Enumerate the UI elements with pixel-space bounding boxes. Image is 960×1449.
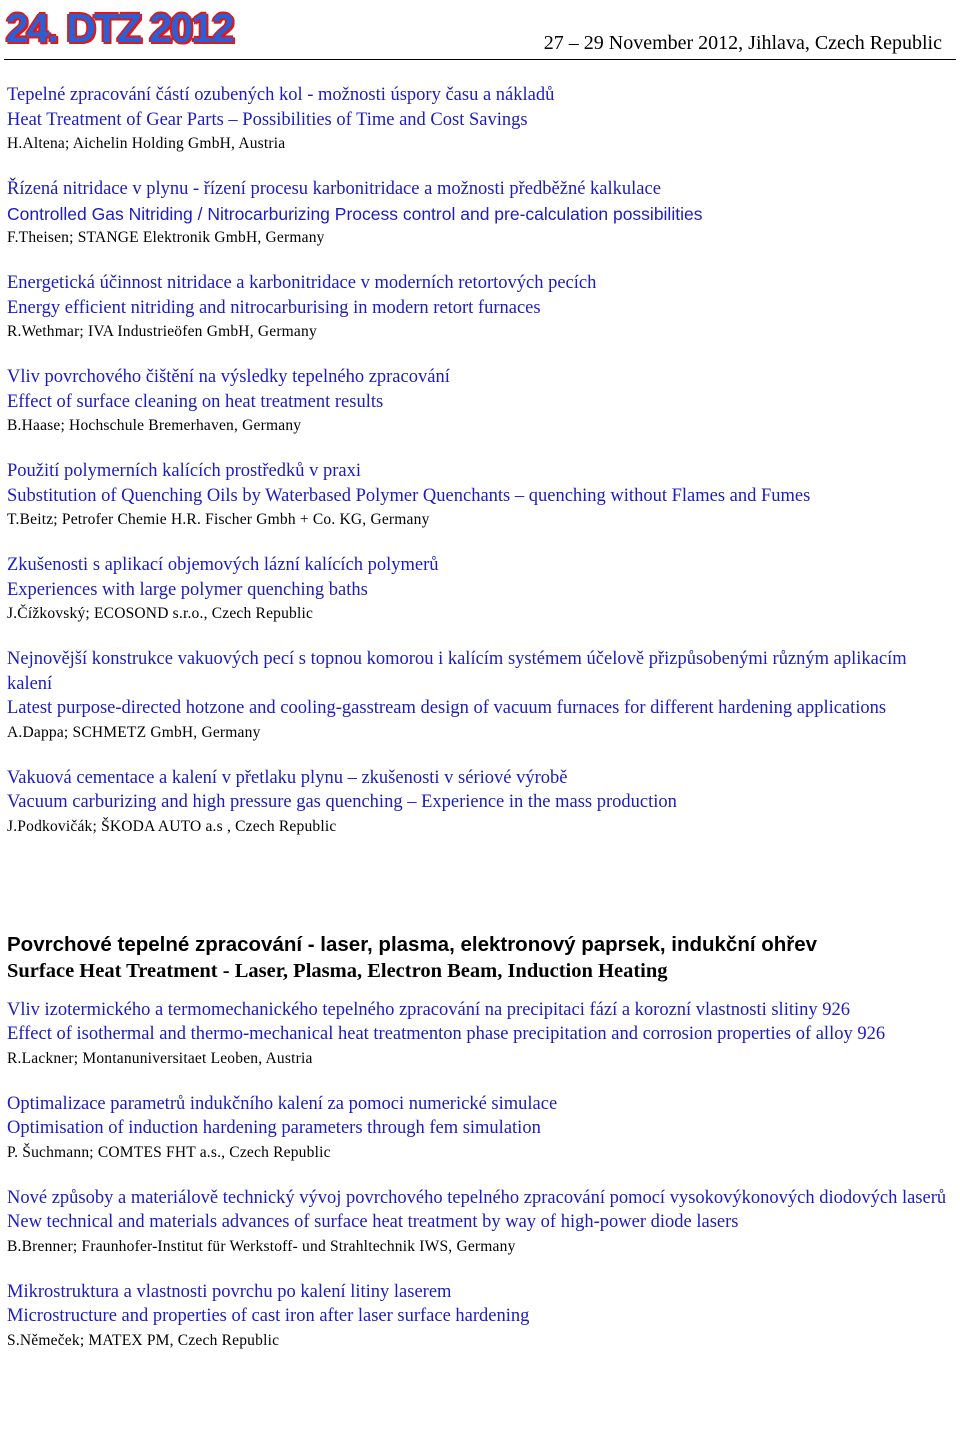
title-czech: Vliv izotermického a termomechanického tepelného zpracování na precipitaci fází a korozní vlastnosti slitiny 926 (7, 999, 850, 1020)
author: J.Podkovičák; ŠKODA AUTO a.s , Czech Republic (7, 817, 337, 835)
title-czech: Řízená nitridace v plynu - řízení procesu karbonitridace a možnosti předběžné kalkulace (7, 179, 661, 199)
list-item (7, 177, 950, 249)
section-title-czech: Povrchové tepelné zpracování - laser, plasma, elektronový paprsek, indukční ohřev (7, 932, 818, 956)
title-czech: Tepelné zpracování částí ozubených kol - možnosti úspory času a nákladů (7, 85, 555, 105)
title-english: Latest purpose-directed hotzone and cooling-gasstream design of vacuum furnaces for different hardening applications (7, 698, 887, 718)
programme-list (7, 83, 950, 1374)
author: R.Wethmar; IVA Industrieöfen GmbH, Germany (7, 323, 317, 340)
title-english: Effect of isothermal and thermo-mechanical heat treatmenton phase precipitation and corrosion properties of alloy 926 (7, 1024, 886, 1044)
list-item (7, 365, 950, 437)
list-item (7, 553, 950, 625)
title-english: Energy efficient nitriding and nitrocarburising in modern retort furnaces (7, 297, 541, 318)
title-czech: Energetická účinnost nitridace a karbonitridace v moderních retortových pecích (7, 273, 597, 293)
author: B.Brenner; Fraunhofer-Institut für Werkstoff- und Strahltechnik IWS, Germany (7, 1237, 516, 1255)
author: P. Šuchmann; COMTES FHT a.s., Czech Republic (7, 1143, 331, 1161)
list-item (7, 1092, 950, 1164)
title-czech: Nové způsoby a materiálově technický vývoj povrchového tepelného zpracování pomocí vysokovýkonových diodových laserů (7, 1187, 947, 1208)
author: T.Beitz; Petrofer Chemie H.R. Fischer Gmbh + Co. KG, Germany (7, 511, 430, 528)
list-item (7, 647, 950, 744)
author: H.Altena; Aichelin Holding GmbH, Austria (7, 135, 286, 152)
title-english: Optimisation of induction hardening parameters through fem simulation (7, 1118, 541, 1138)
section-title-english: Surface Heat Treatment - Laser, Plasma, Electron Beam, Induction Heating (7, 959, 668, 982)
list-item (7, 1280, 950, 1352)
title-english: New technical and materials advances of surface heat treatment by way of high-power diode lasers (7, 1212, 739, 1232)
header-divider (4, 59, 956, 60)
title-english: Vacuum carburizing and high pressure gas quenching – Experience in the mass production (7, 792, 677, 812)
title-czech: Nejnovější konstrukce vakuových pecí s topnou komorou i kalícím systémem účelově přizpůsobenými různým aplikacím kalení (7, 649, 907, 694)
list-item (7, 83, 950, 155)
author: R.Lackner; Montanuniversitaet Leoben, Austria (7, 1049, 313, 1067)
author: S.Němeček; MATEX PM, Czech Republic (7, 1331, 280, 1349)
conference-logo: 24. DTZ 2012 (6, 5, 233, 51)
title-english: Heat Treatment of Gear Parts – Possibilities of Time and Cost Savings (7, 109, 528, 130)
author: B.Haase; Hochschule Bremerhaven, Germany (7, 417, 302, 434)
title-english: Substitution of Quenching Oils by Waterbased Polymer Quenchants – quenching without Flames and Fumes (7, 485, 811, 506)
list-item (7, 459, 950, 531)
list-item (7, 766, 950, 838)
title-english: Experiences with large polymer quenching baths (7, 579, 368, 600)
title-czech: Vliv povrchového čištění na výsledky tepelného zpracování (7, 367, 450, 387)
list-item (7, 1186, 950, 1258)
title-english: Controlled Gas Nitriding / Nitrocarburizing Process control and pre-calculation possibilities (7, 203, 703, 224)
section-spacer (7, 860, 950, 932)
date-location: 27 – 29 November 2012, Jihlava, Czech Republic (543, 32, 942, 54)
list-item (7, 271, 950, 343)
title-english: Microstructure and properties of cast iron after laser surface hardening (7, 1306, 530, 1326)
title-czech: Vakuová cementace a kalení v přetlaku plynu – zkušenosti v sériové výrobě (7, 767, 568, 788)
title-czech: Mikrostruktura a vlastnosti povrchu po kalení litiny laserem (7, 1281, 452, 1302)
author: A.Dappa; SCHMETZ GmbH, Germany (7, 723, 261, 741)
title-czech: Zkušenosti s aplikací objemových lázní kalících polymerů (7, 555, 439, 575)
title-czech: Optimalizace parametrů indukčního kalení za pomoci numerické simulace (7, 1093, 558, 1114)
list-item (7, 998, 950, 1070)
author: J.Čížkovský; ECOSOND s.r.o., Czech Republic (7, 605, 314, 622)
author: F.Theisen; STANGE Elektronik GmbH, Germany (7, 229, 325, 246)
title-english: Effect of surface cleaning on heat treatment results (7, 391, 384, 412)
title-czech: Použití polymerních kalících prostředků v praxi (7, 461, 361, 481)
